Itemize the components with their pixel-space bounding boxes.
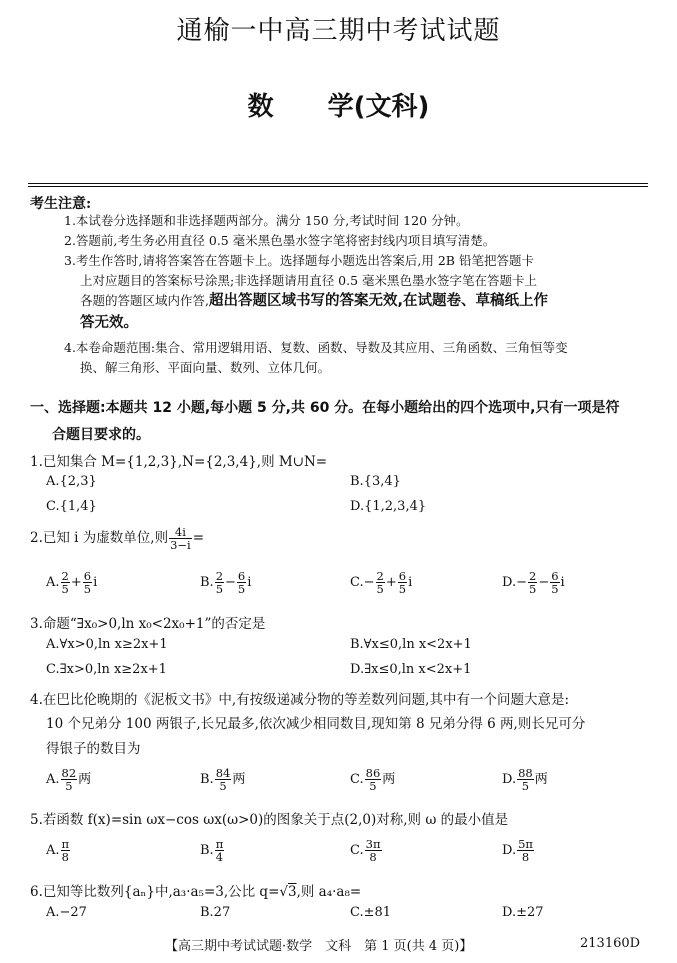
question-2-fraction bbox=[169, 526, 192, 551]
option-fraction bbox=[517, 838, 534, 863]
imaginary-unit: i bbox=[247, 575, 252, 590]
fraction-numerator: 3π bbox=[365, 837, 381, 851]
page-footer: 【高三期中考试试题·数学 文科 第 1 页(共 4 页)】 bbox=[165, 939, 473, 954]
option-label: A. bbox=[46, 575, 60, 590]
option-label: C.− bbox=[350, 575, 375, 590]
option-fraction-2 bbox=[398, 570, 407, 595]
question-2-stem-text: 2.已知 i 为虚数单位,则 bbox=[30, 530, 169, 546]
option-fraction-1 bbox=[528, 570, 537, 595]
unit: 两 bbox=[534, 772, 548, 787]
subject-rest: 学(文科) bbox=[327, 92, 430, 122]
fraction-denominator: 5 bbox=[551, 582, 559, 596]
question-2-option-d bbox=[502, 570, 565, 595]
exam-title: 通榆一中高三期中考试试题 bbox=[176, 16, 501, 46]
question-1-stem: 1.已知集合 M={1,2,3},N={2,3,4},则 M∪N= bbox=[30, 454, 328, 470]
fraction-numerator: π bbox=[61, 837, 70, 851]
option-fraction bbox=[215, 838, 225, 863]
option-fraction bbox=[61, 838, 71, 863]
question-2-stem-end: = bbox=[192, 530, 205, 546]
question-5-option-b bbox=[200, 838, 225, 863]
question-4-line-3: 得银子的数目为 bbox=[46, 741, 141, 757]
fraction-numerator: 88 bbox=[518, 766, 533, 780]
fraction-denominator: 5 bbox=[65, 779, 73, 793]
fraction-denominator: 8 bbox=[61, 850, 69, 864]
fraction-numerator: 5π bbox=[518, 837, 533, 851]
fraction-numerator: 6 bbox=[237, 569, 246, 583]
option-label: A. bbox=[46, 772, 60, 787]
top-rule-thin bbox=[28, 186, 648, 187]
question-1-option-c: C.{1,4} bbox=[46, 499, 97, 514]
option-fraction bbox=[517, 767, 534, 792]
section-heading-line1: 一、选择题:本题共 12 小题,每小题 5 分,共 60 分。在每小题给出的四个选项中,只有一项是符 bbox=[30, 400, 620, 416]
fraction-numerator: 2 bbox=[215, 569, 224, 583]
section-heading-line2: 合题目要求的。 bbox=[52, 427, 150, 443]
fraction-denominator: 5 bbox=[521, 779, 530, 793]
question-4-option-c bbox=[350, 767, 395, 792]
option-label: A. bbox=[46, 843, 60, 858]
question-2-option-c bbox=[350, 570, 412, 595]
fraction-numerator: 86 bbox=[365, 766, 381, 780]
paper-code: 213160D bbox=[580, 936, 641, 951]
notice-item-3c-text: 各题的答题区域内作答, bbox=[80, 293, 209, 308]
notice-item-4a: 4.本卷命题范围:集合、常用逻辑用语、复数、函数、导数及其应用、三角函数、三角恒等变 bbox=[64, 340, 568, 355]
option-fraction bbox=[61, 767, 78, 792]
question-6-stem-end: ,则 a₄·a₈= bbox=[296, 884, 362, 900]
question-6-option-d: D.±27 bbox=[502, 905, 544, 920]
notice-item-4b: 换、解三角形、平面向量、数列、立体几何。 bbox=[80, 360, 331, 375]
fraction-denominator: 5 bbox=[83, 582, 92, 596]
question-6-stem bbox=[30, 880, 361, 900]
fraction-denominator: 5 bbox=[219, 779, 227, 793]
option-fraction-2 bbox=[83, 570, 92, 595]
question-4-option-b bbox=[200, 767, 245, 792]
subject-char-1: 数 bbox=[247, 92, 274, 122]
question-1-option-b: B.{3,4} bbox=[350, 474, 401, 489]
question-6-option-c: C.±81 bbox=[350, 905, 392, 920]
fraction-numerator: 6 bbox=[398, 569, 407, 583]
question-6-option-a: A.−27 bbox=[46, 905, 87, 920]
question-3-stem: 3.命题“∃x₀>0,ln x₀<2x₀+1”的否定是 bbox=[30, 616, 266, 632]
notice-item-3c-emphasis: 超出答题区域书写的答案无效,在试题卷、草稿纸上作 bbox=[208, 293, 548, 309]
question-3-option-d: D.∃x≤0,ln x<2x+1 bbox=[350, 662, 472, 677]
notice-item-3d-emphasis: 答无效。 bbox=[80, 315, 138, 331]
option-label: B. bbox=[200, 772, 214, 787]
fraction-denominator: 5 bbox=[369, 779, 377, 793]
option-fraction bbox=[365, 767, 382, 792]
option-fraction-1 bbox=[61, 570, 70, 595]
fraction-numerator: 82 bbox=[61, 766, 77, 780]
notice-item-3c bbox=[80, 291, 660, 311]
question-1-option-a: A.{2,3} bbox=[46, 474, 97, 489]
question-6-option-b: B.27 bbox=[200, 905, 231, 920]
option-label: D. bbox=[502, 843, 517, 858]
option-fraction-2 bbox=[237, 570, 246, 595]
fraction-denominator: 8 bbox=[521, 850, 530, 864]
question-5-stem: 5.若函数 f(x)=sin ωx−cos ωx(ω>0)的图象关于点(2,0)对称,则 ω 的最小值是 bbox=[30, 812, 509, 828]
fraction-numerator: 6 bbox=[551, 569, 559, 583]
option-fraction-1 bbox=[215, 570, 224, 595]
fraction-denominator: 8 bbox=[369, 850, 377, 864]
question-6-stem-text: 6.已知等比数列{aₙ}中,a₃·a₅=3,公比 q=√ bbox=[30, 884, 288, 900]
fraction-denominator: 5 bbox=[61, 582, 69, 596]
fraction-numerator: 2 bbox=[376, 569, 384, 583]
operator: − bbox=[225, 575, 236, 590]
question-4-option-d bbox=[502, 767, 548, 792]
fraction-numerator: 2 bbox=[528, 569, 537, 583]
unit: 两 bbox=[382, 772, 396, 787]
notice-item-1: 1.本试卷分选择题和非选择题两部分。满分 150 分,考试时间 120 分钟。 bbox=[64, 213, 469, 228]
operator: − bbox=[538, 575, 550, 590]
option-label: D.− bbox=[502, 575, 527, 590]
unit: 两 bbox=[78, 772, 92, 787]
fraction-numerator: π bbox=[215, 837, 224, 851]
operator: + bbox=[70, 575, 82, 590]
option-label: C. bbox=[350, 772, 364, 787]
notice-heading: 考生注意: bbox=[30, 196, 92, 212]
question-5-option-c bbox=[350, 838, 383, 863]
option-label: B. bbox=[200, 575, 214, 590]
option-fraction bbox=[365, 838, 382, 863]
imaginary-unit: i bbox=[93, 575, 98, 590]
fraction-numerator: 84 bbox=[215, 766, 231, 780]
option-label: C. bbox=[350, 843, 364, 858]
fraction-denominator: 5 bbox=[398, 582, 407, 596]
question-3-option-a: A.∀x>0,ln x≥2x+1 bbox=[46, 637, 168, 652]
fraction-denominator: 5 bbox=[528, 582, 537, 596]
notice-item-2: 2.答题前,考生务必用直径 0.5 毫米黑色墨水签字笔将密封线内项目填写清楚。 bbox=[64, 233, 496, 248]
top-rule-thick bbox=[28, 183, 648, 184]
question-4-line-1: 4.在巴比伦晚期的《泥板文书》中,有按级递减分物的等差数列问题,其中有一个问题大意是: bbox=[30, 692, 570, 708]
question-2-option-b bbox=[200, 570, 251, 595]
question-2-option-a bbox=[46, 570, 97, 595]
option-label: D. bbox=[502, 772, 517, 787]
option-fraction-2 bbox=[550, 570, 559, 595]
fraction-denominator: 4 bbox=[215, 850, 224, 864]
fraction-numerator: 4i bbox=[169, 526, 192, 539]
notice-item-3b: 上对应题目的答案标号涂黑;非选择题请用直径 0.5 毫米黑色墨水签字笔在答题卡上 bbox=[80, 273, 538, 288]
question-2-stem bbox=[30, 526, 204, 551]
option-fraction bbox=[215, 767, 232, 792]
imaginary-unit: i bbox=[408, 575, 413, 590]
option-label: B. bbox=[200, 843, 214, 858]
fraction-numerator: 6 bbox=[83, 569, 92, 583]
fraction-denominator: 3−i bbox=[170, 538, 191, 552]
fraction-denominator: 5 bbox=[376, 582, 384, 596]
sqrt-radicand: 3 bbox=[288, 884, 297, 900]
question-4-line-2: 10 个兄弟分 100 两银子,长兄最多,依次减少相同数目,现知第 8 兄弟分得 6 两,则长兄可分 bbox=[46, 716, 586, 732]
notice-item-3a: 3.考生作答时,请将答案答在答题卡上。选择题每小题选出答案后,用 2B 铅笔把答题卡 bbox=[64, 253, 534, 268]
fraction-denominator: 5 bbox=[215, 582, 224, 596]
operator: + bbox=[385, 575, 397, 590]
question-3-option-c: C.∃x>0,ln x≥2x+1 bbox=[46, 662, 167, 677]
question-1-option-d: D.{1,2,3,4} bbox=[350, 499, 427, 514]
imaginary-unit: i bbox=[560, 575, 565, 590]
subject-heading bbox=[0, 86, 677, 123]
question-4-option-a bbox=[46, 767, 91, 792]
option-fraction-1 bbox=[376, 570, 385, 595]
question-5-option-d bbox=[502, 838, 535, 863]
question-3-option-b: B.∀x≤0,ln x<2x+1 bbox=[350, 637, 472, 652]
fraction-numerator: 2 bbox=[61, 569, 69, 583]
question-5-option-a bbox=[46, 838, 71, 863]
unit: 两 bbox=[232, 772, 246, 787]
fraction-denominator: 5 bbox=[237, 582, 246, 596]
